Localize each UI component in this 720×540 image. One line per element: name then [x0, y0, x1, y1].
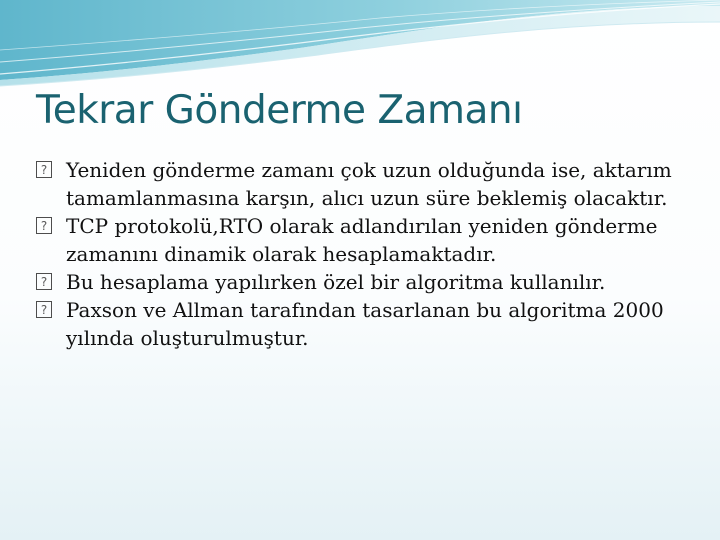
bullet-item [32, 156, 702, 212]
bullet-text: Yeniden gönderme zamanı çok uzun olduğunda ise, aktarım tamamlanmasına karşın, alıcı uzun süre beklemiş olacaktır. [66, 158, 672, 210]
bullet-marker-icon: ? [32, 300, 56, 320]
bullet-item [32, 296, 702, 352]
bullet-marker-icon: ? [32, 216, 56, 236]
slide-title: Tekrar Gönderme Zamanı [36, 88, 523, 133]
header-wave-decoration [0, 0, 720, 90]
bullet-item [32, 212, 702, 268]
bullet-marker-icon: ? [32, 160, 56, 180]
bullet-item [32, 268, 702, 296]
bullet-list [32, 156, 702, 352]
bullet-marker-icon: ? [32, 272, 56, 292]
bullet-text: Paxson ve Allman tarafından tasarlanan bu algoritma 2000 yılında oluşturulmuştur. [66, 298, 664, 350]
bullet-text: TCP protokolü,RTO olarak adlandırılan yeniden gönderme zamanını dinamik olarak hesaplamaktadır. [66, 214, 658, 266]
bullet-text: Bu hesaplama yapılırken özel bir algoritma kullanılır. [66, 270, 606, 294]
